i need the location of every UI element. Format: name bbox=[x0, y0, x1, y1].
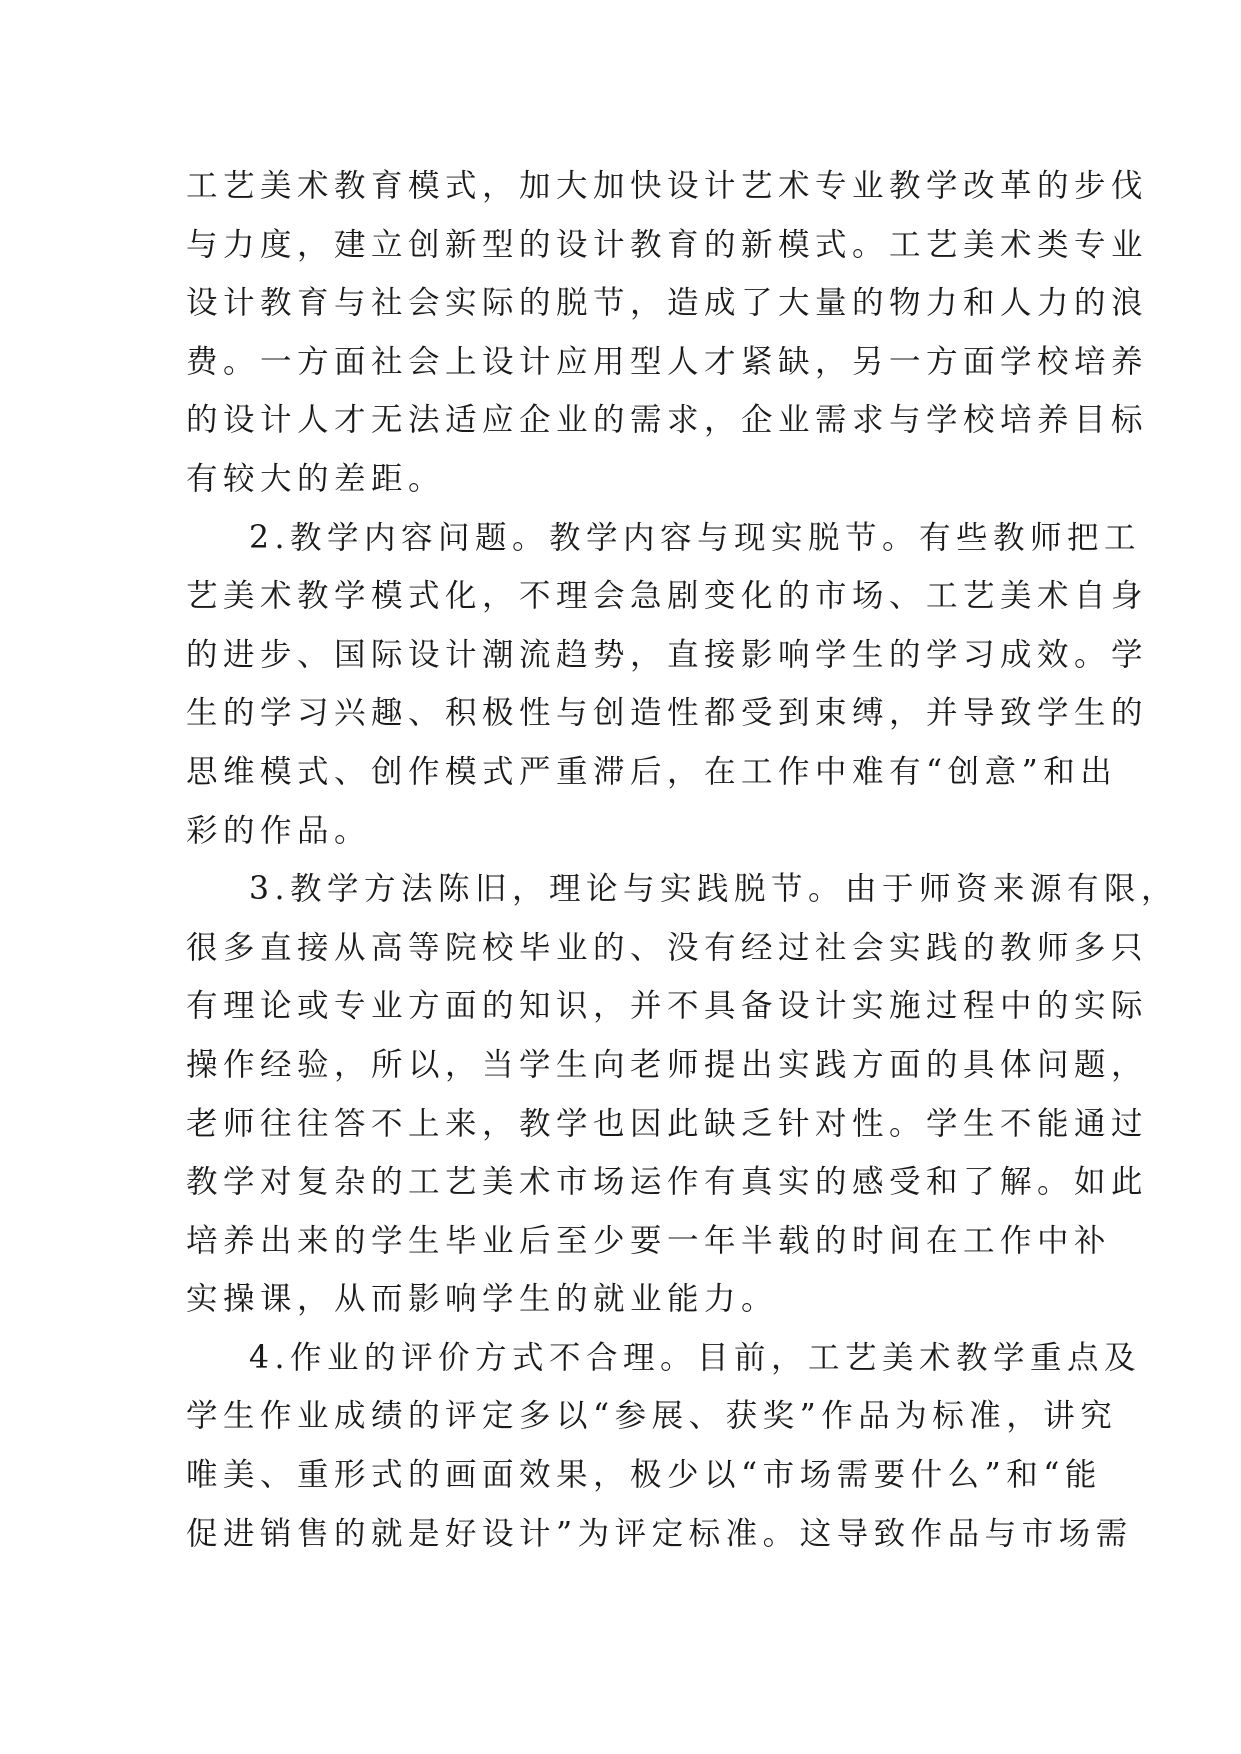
text-line: 费。一方面社会上设计应用型人才紧缺，另一方面学校培养 bbox=[186, 343, 1149, 380]
text-line: 培养出来的学生毕业后至少要一年半载的时间在工作中补 bbox=[186, 1222, 1112, 1259]
text-line: 学生作业成绩的评定多以“参展、获奖”作品为标准，讲究 bbox=[186, 1398, 1118, 1435]
text-line: 教学对复杂的工艺美术市场运作有真实的感受和了解。如此 bbox=[186, 1164, 1149, 1201]
text-line: 艺美术教学模式化，不理会急剧变化的市场、工艺美术自身 bbox=[186, 578, 1149, 615]
text-line: 有较大的差距。 bbox=[186, 460, 446, 497]
text-line: 的进步、国际设计潮流趋势，直接影响学生的学习成效。学 bbox=[186, 636, 1149, 673]
text-line: 操作经验，所以，当学生向老师提出实践方面的具体问题， bbox=[186, 1046, 1149, 1083]
body-text bbox=[186, 157, 1179, 1563]
text-line: 的设计人才无法适应企业的需求，企业需求与学校培养目标 bbox=[186, 402, 1149, 439]
paragraph-start-line: 2.教学内容问题。教学内容与现实脱节。有些教师把工 bbox=[249, 519, 1142, 556]
paragraph-start-line: 4.作业的评价方式不合理。目前，工艺美术教学重点及 bbox=[249, 1339, 1142, 1376]
text-line: 设计教育与社会实际的脱节，造成了大量的物力和人力的浪 bbox=[186, 285, 1149, 322]
text-line: 很多直接从高等院校毕业的、没有经过社会实践的教师多只 bbox=[186, 929, 1149, 966]
text-line: 唯美、重形式的画面效果，极少以“市场需要什么”和“能 bbox=[186, 1457, 1102, 1494]
text-line: 实操课，从而影响学生的就业能力。 bbox=[186, 1281, 779, 1318]
paragraph-start-line: 3.教学方法陈旧，理论与实践脱节。由于师资来源有限， bbox=[249, 871, 1179, 908]
text-line: 有理论或专业方面的知识，并不具备设计实施过程中的实际 bbox=[186, 988, 1149, 1025]
text-line: 彩的作品。 bbox=[186, 812, 372, 849]
text-line: 生的学习兴趣、积极性与创造性都受到束缚，并导致学生的 bbox=[186, 695, 1149, 732]
text-line: 促进销售的就是好设计”为评定标准。这导致作品与市场需 bbox=[186, 1515, 1133, 1552]
text-line: 思维模式、创作模式严重滞后，在工作中难有“创意”和出 bbox=[186, 753, 1118, 790]
text-line: 工艺美术教育模式，加大加快设计艺术专业教学改革的步伐 bbox=[186, 168, 1149, 204]
text-line: 与力度，建立创新型的设计教育的新模式。工艺美术类专业 bbox=[186, 226, 1149, 263]
text-line: 老师往往答不上来，教学也因此缺乏针对性。学生不能通过 bbox=[186, 1105, 1149, 1142]
